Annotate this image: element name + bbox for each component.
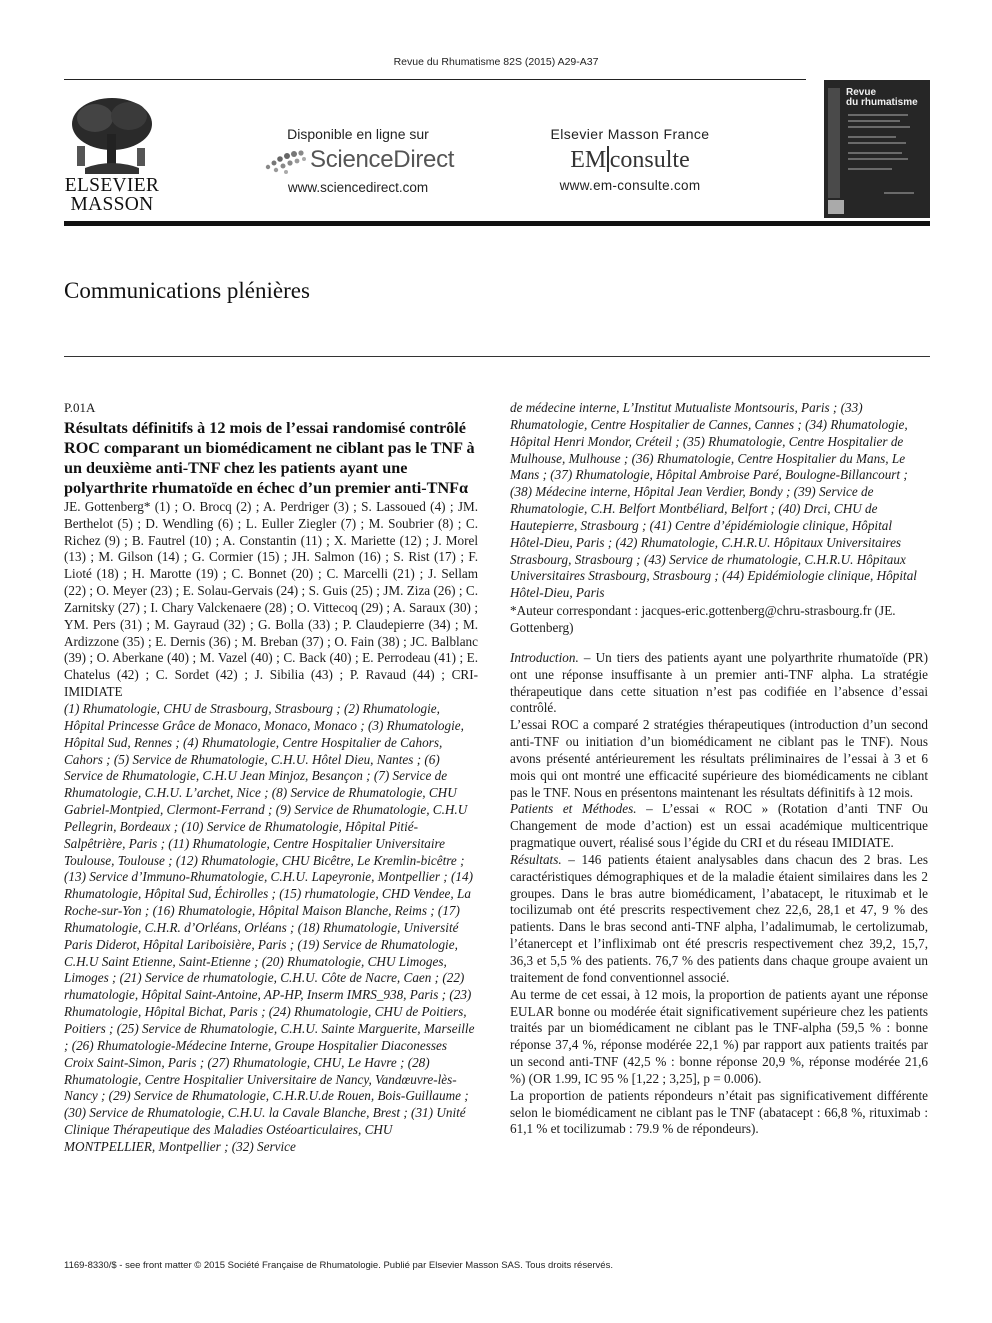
cover-line: [848, 158, 908, 160]
cover-line: [848, 126, 910, 128]
author-list: JE. Gottenberg* (1) ; O. Brocq (2) ; A. Perdriger (3) ; S. Lassoued (4) ; JM. Berthelot (5) ; D. Wendling (6) ; L. Euller Ziegler (7) ; M. Soubrier (8) ; C. Richez (9) ; B. Fautrel (10) ; A. Constantin (11) ; X. Mariette (12) ; J. Morel (13) ; M. Gilson (14) ; G. Cormier (15) ; JH. Salmon (16) ; S. Rist (17) ; F. Lioté (18) ; H. Marotte (19) ; C. Bonnet (20) ; C. Marcelli (21) ; J. Sellam (22) ; O. Meyer (23) ; E. Solau-Gervais (24) ; S. Guis (25) ; JM. Ziza (26) ; C. Zarnitsky (27) ; I. Chary Valckenaere (28) ; O. Vittecoq (29) ; A. Saraux (30) ; YM. Pers (31) ; M. Gayraud (32) ; G. Bolla (33) ; P. Claudepierre (34) ; M. Ardizzone (35) ; E. Dernis (36) ; M. Breban (37) ; O. Fain (38) ; JC. Balblanc (39) ; O. Aberkane (40) ; M. Vazel (40) ; C. Back (40) ; E. Perrodeau (41) ; E. Chatelus (42) ; C. Sordet (42) ; J. Sibilia (43) ; P. Ravaud (44) ; CRI-IMIDIATE: [64, 498, 478, 700]
sciencedirect-block: [258, 126, 458, 195]
section-title: Communications plénières: [64, 278, 310, 303]
intro-text: – Un tiers des patients ayant une polyarthrite rhumatoïde (PR) ont une réponse insuffisante à un premier anti-TNF alpha. La stratégie thérapeutique dans cette situation n’est pas codifiée en l’absence d’essai contrôlé.: [510, 649, 928, 716]
results-paragraph-3: La proportion de patients répondeurs n’était pas significativement différente selon le biomédicament ne ciblant pas le TNF (abatacept : 66,8 %, rituximab : 61,1 % et tocilizumab : 79.9 % de répondeurs).: [510, 1087, 928, 1137]
copyright-footer: 1169-8330/$ - see front matter © 2015 Société Française de Rhumatologie. Publié par Elsevier Masson SAS. Tous droits réservés.: [64, 1260, 613, 1271]
publisher-name: Elsevier Masson France: [550, 126, 710, 142]
top-rule: [64, 79, 806, 80]
emconsulte-url[interactable]: www.em-consulte.com: [559, 178, 701, 193]
methods-text: – L’essai « ROC » (Rotation d’anti TNF Ou Changement de mode d’action) est un essai académique multicentrique pragmatique ouvert, réalisé sous l’égide du CRI et du réseau IMIDIATE.: [510, 801, 928, 851]
affiliations-right: de médecine interne, L’Institut Mutualiste Montsouris, Paris ; (33) Rhumatologie, Centre Hospitalier de Cannes, Cannes ; (34) Rhumatologie, Hôpital Henri Mondor, Créteil ; (35) Rhumatologie, Centre Hospitalier de Mulhouse, Mulhouse ; (36) Rhumatologie, Centre Hospitalier du Mans, Le Mans ; (37) Rhumatologie, Hôpital Ambroise Paré, Boulogne-Billancourt ; (38) Médecine interne, Hôpital Jean Verdier, Bondy ; (39) Service de Rhumatologie, C.H. Belfort Montbéliard, Belfort ; (40) Drci, CHU de Hautepierre, Strasbourg ; (41) Centre d’épidémiologie clinique, Hôpital Hôtel-Dieu, Paris ; (42) Rhumatologie, C.H.R.U. Hôpitaux Universitaires Strasbourg, Strasbourg ; (43) Service de rhumatologie, C.H.R.U. Hôpitaux Universitaires Strasbourg, Strasbourg ; (44) Epidémiologie clinique, Hôpital Hôtel-Dieu, Paris: [510, 400, 917, 601]
intro-paragraph: [510, 650, 928, 717]
cover-stripe: [828, 88, 840, 198]
elsevier-logo: [62, 94, 162, 216]
sciencedirect-url[interactable]: www.sciencedirect.com: [287, 180, 429, 195]
correspondence: *Auteur correspondant : jacques-eric.gottenberg@chru-strasbourg.fr (JE. Gottenberg): [510, 603, 896, 635]
cover-line: [848, 168, 892, 170]
cover-line: [884, 192, 914, 194]
cover-badge: [828, 200, 844, 214]
methods-label: Patients et Méthodes.: [510, 801, 637, 817]
intro-paragraph-2: L’essai ROC a comparé 2 stratégies thérapeutiques (introduction d’un second anti-TNF ou initiation d’un biomédicament ne ciblant pas le TNF). Nous avons présenté antérieurement les résultats préliminaires de l’essai à 3 et 6 mois qui ont montré une efficacité supérieure des biomédicaments ne ciblant pas le TNF. Nous en présentons maintenant les résultats définitifs à 12 mois.: [510, 717, 928, 800]
emconsulte-divider: [607, 146, 609, 172]
cover-line: [848, 120, 900, 122]
cover-line: [848, 142, 906, 144]
sciencedirect-name: ScienceDirect: [310, 146, 455, 173]
affiliations-left: (1) Rhumatologie, CHU de Strasbourg, Strasbourg ; (2) Rhumatologie, Hôpital Princesse Grâce de Monaco, Monaco, Monaco ; (3) Rhumatologie, Hôpital Sud, Rennes ; (4) Rhumatologie, Centre Hospitalier de Cahors, Cahors ; (5) Service de Rhumatologie, C.H.U. Hôtel Dieu, Nantes ; (6) Service de Rhumatologie, C.H.U Jean Minjoz, Besançon ; (7) Service de Rhumatologie, C.H.U. L’archet, Nice ; (8) Service de Rhumatologie, CHU Gabriel-Montpied, Clermont-Ferrand ; (9) Service de Rhumatologie, C.H.U Pellegrin, Bordeaux ; (10) Service de Rhumatologie, Hôpital Pitié-Salpêtrière, Paris ; (11) Rhumatologie, Centre Hospitalier Universitaire Toulouse, Toulouse ; (12) Rhumatologie, CHU Bicêtre, Le Kremlin-bicêtre ; (13) Service d’Immuno-Rhumatologie, C.H.U. Lapeyronie, Montpellier ; (14) Rhumatologie, Hôpital Sud, Échirolles ; (15) rhumatologie, CHD Vendee, La Roche-sur-Yon ; (16) Rhumatologie, Hôpital Maison Blanche, Reims ; (17) Rhumatologie, C.H.R. d’Orléans, Orléans ; (18) Rhumatologie, Université Paris Diderot, Hôpital Lariboisière, Paris ; (19) Service de Rhumatologie, C.H.U Saint Etienne, Saint-Etienne ; (20) Rhumatologie, CHU Limoges, Limoges ; (21) Service de rhumatologie, C.H.U. Côte de Nacre, Caen ; (22) rhumatologie, Hôpital Saint-Antoine, AP-HP, Inserm IMRS_938, Paris ; (23) Rhumatologie, Hôpital Bichat, Paris ; (24) Rhumatologie, CHU de Poitiers, Poitiers ; (25) Service de Rhumatologie, C.H.U. Sainte Marguerite, Marseille ; (26) Rhumatologie-Médecine Interne, Groupe Hospitalier Diaconesses Croix Saint-Simon, Paris ; (27) Rhumatologie, CHU, Le Havre ; (28) Rhumatologie, Centre Hospitalier Universitaire de Nancy, Vandœuvre-lès-Nancy ; (29) Service de Rhumatologie, C.H.R.U.de Rouen, Bois-Guillaume ; (30) Service de Rhumatologie, C.H.U. la Cavale Blanche, Brest ; (31) Unité Clinique Thérapeutique des Maladies Ostéoarticulaires, CHU MONTPELLIER, Montpellier ; (32) Service: [64, 700, 475, 1154]
journal-reference: Revue du Rhumatisme 82S (2015) A29-A37: [393, 56, 599, 68]
sciencedirect-tagline: Disponible en ligne sur: [287, 126, 429, 142]
sciencedirect-dots-icon: [262, 149, 308, 175]
results-paragraph-2: Au terme de cet essai, à 12 mois, la proportion de patients ayant une réponse EULAR bonne ou modérée était significativement supérieure chez les patients traités par un biomédicament ne ciblant pas le TNF-alpha (59,5 % : bonne réponse 37,4 %, réponse modérée 22,1 %) par rapport aux patients traités par un second anti-TNF (42,5 % : bonne réponse 20,9 %, réponse modérée 21,6 %) (OR 1.99, IC 95 % [1,22 ; 3,25], p = 0.006).: [510, 986, 928, 1086]
results-text: – 146 patients étaient analysables dans chacun des 2 bras. Les caractéristiques démographiques et de la maladie étaient similaires dans les 2 groupes. Dans le bras autre biomédicament, l’abatacept, le rituximab et le tocilizumab ont été prescrits respectivement chez 22,6, 28,1 et 47, 9 % des patients. Dans le bras second anti-TNF alpha, l’adalimumab, le certolizumab, l’étanercept et l’infliximab ont été prescris respectivement chez 39,2, 15,7, 36,3 et 5,5 % des patients. 76,7 % des patients dans chaque groupe avaient un traitement de fond conventionnel associé.: [510, 851, 928, 985]
emconsulte-em: EM: [570, 147, 607, 173]
elsevier-tree-icon: [65, 94, 159, 176]
emconsulte-consulte: consulte: [609, 147, 690, 173]
cover-title-line-1: Revue: [846, 87, 877, 98]
intro-label: Introduction.: [510, 649, 579, 665]
section-rule: [64, 356, 930, 357]
results-label: Résultats.: [510, 851, 562, 867]
methods-paragraph: [510, 801, 928, 852]
abstract-title: Résultats définitifs à 12 mois de l’essai randomisé contrôlé ROC comparant un biomédicament ne ciblant pas le TNF à un deuxième anti-TNF chez les patients ayant une polyarthrite rhumatoïde en échec d’un premier anti-TNFα: [64, 418, 475, 497]
header-rule: [64, 221, 930, 226]
results-paragraph: [510, 852, 928, 987]
emconsulte-brand: [530, 146, 730, 174]
left-column: [64, 400, 478, 1156]
abstract-body: [510, 650, 928, 1138]
cover-title-line-2: du rhumatisme: [846, 97, 918, 108]
cover-line: [848, 152, 902, 154]
journal-cover: [824, 80, 930, 218]
sciencedirect-brand: [258, 146, 458, 176]
cover-title: [846, 88, 918, 108]
elsevier-wordmark: ELSEVIER: [64, 175, 160, 196]
abstract-id: P.01A: [64, 400, 96, 415]
cover-line: [848, 136, 896, 138]
masson-wordmark: MASSON: [70, 194, 154, 215]
right-column: [510, 400, 928, 1138]
cover-line: [848, 114, 908, 116]
emconsulte-block: [530, 126, 730, 193]
